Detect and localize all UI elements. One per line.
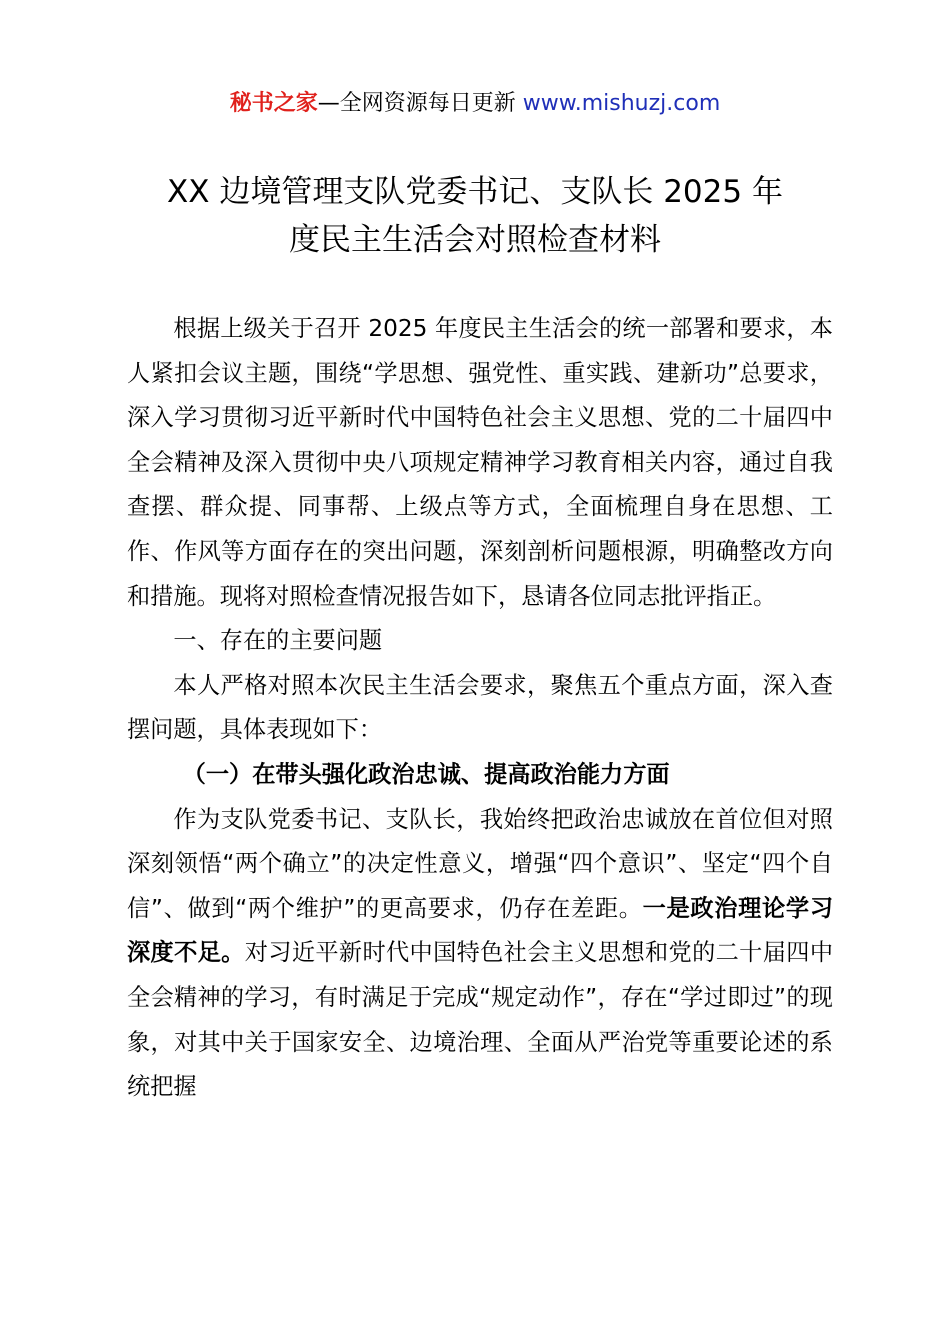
intro-paragraph: 根据上级关于召开 2025 年度民主生活会的统一部署和要求，本人紧扣会议主题，围绕“学思想、强党性、重实践、建新功”总要求，深入学习贯彻习近平新时代中国特色社会主义思想、党的二十届四中全会精神及深入贯彻中央八项规定精神学习教育相关内容，通过自我查摆、群众提、同事帮、上级点等方式，全面梳理自身在思想、工作、作风等方面存在的突出问题，深刻剖析问题根源，明确整改方向和措施。现将对照检查情况报告如下，恳请各位同志批评指正。 (127, 315, 833, 610)
subsection-bold-point: 一是政治理论学习深度不足。 (127, 894, 834, 967)
banner-tagline: —全网资源每日更新 (317, 91, 516, 116)
site-url-link[interactable]: www.mishuzj.com (522, 91, 721, 116)
subsection-text-b: 对习近平新时代中国特色社会主义思想和党的二十届四中全会精神的学习，有时满足于完成“规定动作”，存在“学过即过”的现象，对其中关于国家安全、边境治理、全面从严治党等重要论述的系统把握 (127, 939, 834, 1101)
subsection-text-a: 作为支队党委书记、支队长，我始终把政治忠诚放在首位但对照深刻领悟“两个确立”的决定性意义，增强“四个意识”、坚定“四个自信”、做到“两个维护”的更高要求，仍存在差距。 (127, 805, 833, 922)
title-line-1: XX 边境管理支队党委书记、支队长 2025 年 (167, 174, 783, 210)
subsection-heading-political-loyalty: （一）在带头强化政治忠诚、提高政治能力方面 (182, 760, 670, 788)
document-title (100, 168, 850, 264)
brand-name: 秘书之家 (229, 91, 318, 116)
section-intro-paragraph: 本人严格对照本次民主生活会要求，聚焦五个重点方面，深入查摆问题，具体表现如下： (127, 671, 833, 744)
subsection-paragraph (127, 798, 833, 1110)
site-banner (0, 88, 950, 120)
document-body (127, 307, 833, 1110)
section-heading-problems: 一、存在的主要问题 (173, 627, 383, 655)
title-line-2: 度民主生活会对照检查材料 (289, 222, 661, 258)
